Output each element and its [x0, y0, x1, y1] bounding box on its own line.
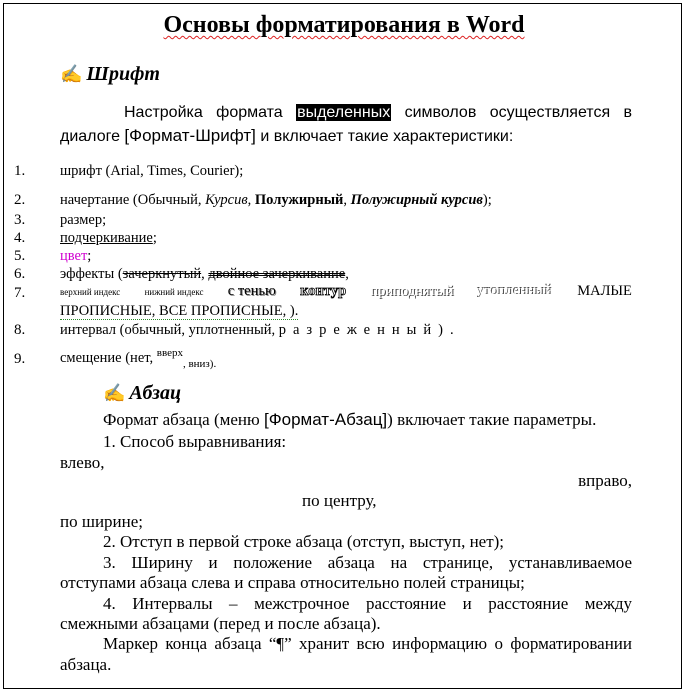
align-justify: по ширине;	[60, 512, 143, 531]
font-intro-line2: диалоге [Формат-Шрифт] и включает такие характеристики:	[60, 126, 514, 145]
list-item-caps: ПРОПИСНЫЕ, ВСЕ ПРОПИСНЫЕ, ).	[60, 303, 299, 319]
align-center: по центру,	[302, 491, 377, 510]
font-intro-line1: Настройка формата выделенных символов осуществляется в	[124, 104, 632, 121]
list-item-style: начертание (Обычный, Курсив, Полужирный, Полужирный курсив);	[60, 192, 492, 208]
list-item-size: размер;	[60, 212, 107, 228]
paragraph-heading: ✍ Абзац	[103, 382, 182, 404]
param-indent: 2. Отступ в первой строке абзаца (отступ, выступ, нет);	[103, 532, 505, 551]
list-item-effects: эффекты (зачеркнутый, двойное зачеркивание,	[60, 266, 349, 282]
align-left: влево,	[60, 453, 105, 472]
font-heading: ✍ Шрифт	[60, 63, 160, 85]
param-spacing-line1: 4. Интервалы – межстрочное расстояние и расстояние между	[103, 594, 632, 613]
page-title: Основы форматирования в Word	[163, 12, 525, 38]
list-number: 1.	[14, 163, 26, 179]
list-item-spacing: интервал (обычный, уплотненный, разреженный).	[60, 322, 461, 338]
list-item-effects-cont: верхний индекс нижний индекс с тенью контур приподнятый утопленный МАЛЫЕ	[60, 283, 632, 299]
param-width-line2: отступами абзаца слева и справа относительно полей страницы;	[60, 573, 525, 592]
align-title: 1. Способ выравнивания:	[103, 432, 287, 451]
selected-text: выделенных	[297, 104, 391, 121]
paragraph-intro: Формат абзаца (меню [Формат-Абзац]) включает такие параметры.	[103, 410, 597, 429]
list-item-offset: смещение (нет, $^{вверх}_{, вниз).}$	[60, 347, 217, 370]
align-right: вправо,	[578, 471, 632, 490]
list-number: 8.	[14, 322, 26, 338]
list-item-underline: подчеркивание;	[60, 230, 157, 246]
marker-line2: абзаца.	[60, 655, 112, 674]
list-number: 2.	[14, 192, 26, 208]
param-width-line1: 3. Ширину и положение абзаца на странице, устанавливаемое	[103, 553, 632, 572]
list-number: 3.	[14, 212, 26, 228]
marker-line1: Маркер конца абзаца “¶” хранит всю информацию о форматировании	[103, 634, 632, 653]
list-number: 9.	[14, 351, 26, 367]
list-number: 4.	[14, 230, 26, 246]
list-number: 5.	[14, 248, 26, 264]
pencil-writing-hand-icon: ✍	[103, 383, 126, 403]
pencil-writing-hand-icon: ✍	[60, 64, 83, 84]
list-item-color: цвет;	[60, 248, 92, 264]
param-spacing-line2: смежными абзацами (перед и после абзаца).	[60, 614, 381, 633]
list-number: 7.	[14, 285, 26, 301]
list-item-font: шрифт (Arial, Times, Courier);	[60, 163, 244, 179]
list-number: 6.	[14, 266, 26, 282]
